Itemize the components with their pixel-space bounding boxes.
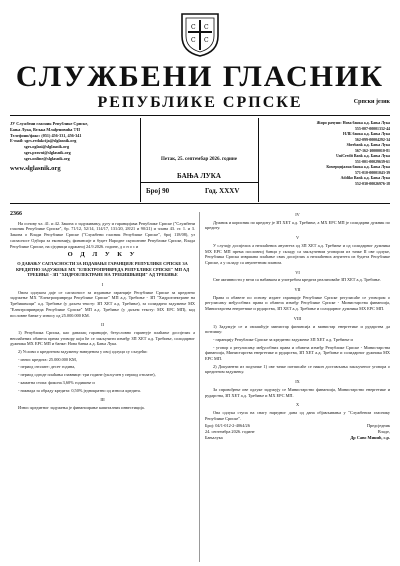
account-line: Комерцијална банка а.д. Бања Лука: [326, 165, 390, 169]
section-number: V: [295, 235, 300, 241]
gazette-title: СЛУЖБЕНИ ГЛАСНИК: [15, 60, 385, 93]
section-text: 2) Документи из подтачке 1) ове тачке потписаће се након достављања закљученог уговора о кредитном задужењу.: [205, 363, 390, 375]
section-number: X: [295, 402, 300, 408]
coat-of-arms-icon: [178, 10, 222, 58]
list-item: - период одгоде плаћања главнице: три године (укључен у период отплате),: [18, 372, 156, 378]
right-column: [205, 212, 390, 441]
header-divider: [140, 118, 141, 202]
publisher-line: Телефони/факс: (051) 456-331, 456-341: [10, 132, 82, 138]
gazette-subtitle: РЕПУБЛИКЕ СРПСКЕ: [97, 94, 303, 111]
section-text: 1) Задужује се и овлашћује министар финансија и министар енергетике и рударства да потпишу:: [205, 323, 390, 335]
signatory-body: Владе,: [377, 429, 390, 435]
language-label: Српски језик: [353, 99, 390, 105]
publisher-line: Бања Лука, Вељка Млађеновића 7/II: [10, 126, 80, 132]
section-text: Овом одлуком даје се сагласност за издавање гаранције Републике Српске за кредитно задужење МХ "Електропривреда Републике Српске" МП а.д. Требиње - ЗП "Хидроелектране на Требишњици" а.д. Требиње (у даљем тексту: ЗП ХЕТ а.д. Требиње), за солидарно задужење МХ "Електропривреда Републике Српске" МП а.д. Требиње (у даљем тексту: МХ ЕРС МП), код пословне банке у износу од 25.000.000 КМ.: [10, 289, 195, 318]
issue-number: Број 90: [146, 187, 170, 195]
signature-row: [205, 435, 390, 441]
bank-accounts: [262, 121, 390, 187]
account-line: Sberbank а.д. Бања Лука: [346, 143, 390, 147]
section-number: VIII: [293, 315, 302, 321]
account-line: 562-099-00004292-34: [354, 137, 390, 142]
decision-heading: О Д Л У К У: [67, 251, 138, 259]
account-line: 555-007-00001332-44: [354, 126, 390, 131]
section-text: 1) Република Српска, као давалац гаранције, безусловно гарантује плаћање доспјелих а неплаћених обавеза према уговору који ће се закључити између ЗП ХЕТ а.д. Требиње, солидарног дужника МХ ЕРС МП и банке: Нова банка а.д. Бања Лука.: [10, 329, 195, 347]
section-text: Права и обавезе по основу издате гаранције Републике Српске регулисаће се уговором о регулисању међусобних права и обавеза између Републике Српске - Министарства финансија, Министарства енергетике и рударства, ЗП ХЕТ а.д. Требиње и солидарног дужника МХ ЕРС МП.: [205, 294, 390, 312]
section-text: 2) Услови о кредитном задужењу наведеном у овој одлуци су сљедећи:: [18, 349, 148, 355]
svg-text:С: С: [191, 24, 196, 31]
account-line: 551-001-00029639-61: [354, 159, 390, 164]
account-line: НЛБ банка а.д. Бања Лука: [343, 132, 390, 136]
section-number: III: [100, 397, 105, 403]
decision-title: О ДАВАЊУ САГЛАСНОСТИ ЗА ИЗДАВАЊЕ ГАРАНЦИЈЕ РЕПУБЛИКЕ СРПСКЕ ЗА КРЕДИТНО ЗАДУЖЕЊЕ МХ "ЕЛЕКТРОПРИВРЕДА РЕПУБЛИКЕ СРПСКЕ" МП АД ТРЕБИЊЕ - ЗП "ХИДРОЕЛЕКТРАНЕ НА ТРЕБИШЊИЦИ" АД ТРЕБИЊЕ: [15, 260, 190, 278]
signatory-title: Предсједник: [366, 423, 390, 429]
signatory-name: Др Саво Минић, с.р.: [350, 434, 390, 440]
section-text: Ова одлука ступа на снагу наредног дана од дана објављивања у "Службеном гласнику Републике Српске".: [205, 409, 390, 421]
section-number: VII: [294, 287, 301, 293]
account-line: Жиро рачуни: Нова банка а.д. Бања Лука: [316, 121, 390, 125]
section-number: IV: [295, 212, 300, 217]
svg-text:С: С: [204, 37, 209, 44]
reference-number: Број: 04/1-012-2-4064/26: [205, 423, 250, 429]
publisher-line: sgrs.oglasi@slglasnik.org: [24, 144, 70, 150]
section-number: II: [101, 322, 104, 328]
section-text: Све активности у вези са набавком и употребом кредита реализоваће ЗП ХЕТ а.д. Требиње.: [213, 277, 381, 283]
issue-city: БАЊА ЛУКА: [177, 172, 221, 180]
issue-rule: [140, 182, 258, 183]
publisher-line: sgrs.online@slglasnik.org: [24, 155, 70, 161]
header-bottom-rule: [10, 203, 390, 204]
issue-year: Год. XXXV: [205, 187, 240, 195]
signing-date: 24. септембра 2026. године: [205, 429, 255, 435]
website-link[interactable]: www.slglasnik.org: [10, 164, 61, 172]
preamble: На основу чл. 41. и 42. Закона о задуживању, дугу и гаранцијама Републике Српске ("Службени гласник Републике Српске", бр. 71/12, 52/14, 114/17, 131/20, 28/21 и 90/21) и члана 43. ст. 1. и 3. Закона о Влади Републике Српске ("Службени гласник Републике Српске", број 118/08), уз сагласност Одбора за економију, финансије и буџет Народне скупштине Републике Српске, Влада Републике Српске, на сједници одржаној 24.9.2026. године, д о н о с и: [10, 220, 195, 249]
list-item: - износ кредита: 25.000.000 КМ,: [18, 356, 77, 362]
list-item: - каматна стопа: фиксна 3,60% годишње и: [18, 379, 95, 385]
account-line: 552-030-00026976-18: [354, 181, 390, 186]
section-number: I: [101, 282, 104, 288]
account-line: 571-010-00001043-39: [354, 170, 390, 175]
publisher-line: ЈУ Службени гласник Републике Српске,: [10, 121, 89, 126]
section-text: У случају доспјелих а неплаћених ануитета од ЗП ХЕТ а.д. Требиње и од солидарног дужника МХ ЕРС МП према пословној банци у складу са закљученим уговором из тачке II ове одлуке, Република Српска извршава плаћање свих доспјелих а неплаћених ануитета из буџета Републике Српске, а у складу са ануитетним планом.: [205, 242, 390, 265]
section-number: VI: [295, 269, 300, 275]
signing-place: Бањалука: [205, 434, 223, 440]
issue-date: Петак, 25. септембар 2026. године: [160, 157, 237, 162]
account-line: UniCredit Bank а.д. Бања Лука: [336, 154, 390, 158]
section-text: - уговор о регулисању међусобних права и обавеза између Републике Српске - Министарства финансија, Министарства енергетике и рударства, ЗП ХЕТ а.д. Требиње и солидарног дужника МХ ЕРС МП.: [205, 344, 390, 362]
header-divider: [258, 118, 259, 202]
header-top-rule: [10, 115, 390, 116]
account-line: 567-162-10000010-81: [354, 148, 390, 153]
svg-text:С: С: [204, 24, 209, 31]
section-text: - гаранцију Републике Српске за кредитно задужење ЗП ХЕТ а.д. Требиње и: [213, 336, 353, 342]
act-number: 2366: [10, 211, 22, 217]
publisher-line: sgrs.pravni@slglasnik.org: [24, 149, 71, 155]
account-line: Addiko Bank а.д. Бања Лука: [340, 176, 390, 180]
publisher-line: E-mail: sgrs.redakcija@slglasnik.org: [10, 138, 77, 144]
column-divider: [199, 212, 200, 562]
list-item: - период отплате: десет година,: [18, 364, 76, 370]
svg-text:С: С: [191, 37, 196, 44]
section-text: Дужник и корисник по кредиту је ЗП ХЕТ а.д. Требиње, а МХ ЕРС МП је солидарни дужник по кредиту.: [205, 219, 390, 231]
left-column: [10, 212, 195, 413]
section-text: За спровођење ове одлуке задужују се Министарство финансија, Министарство енергетике и рударства, ЗП ХЕТ а.д. Требиње и МХ ЕРС МП.: [205, 386, 390, 398]
list-item: - накнада за обраду кредита: 0,50% једнократно од износа кредита.: [18, 387, 141, 393]
publisher-info: [10, 121, 140, 171]
section-text: Износ кредитног задужења је финансирање капиталних инвестиција.: [18, 404, 145, 410]
section-number: IX: [295, 379, 300, 385]
